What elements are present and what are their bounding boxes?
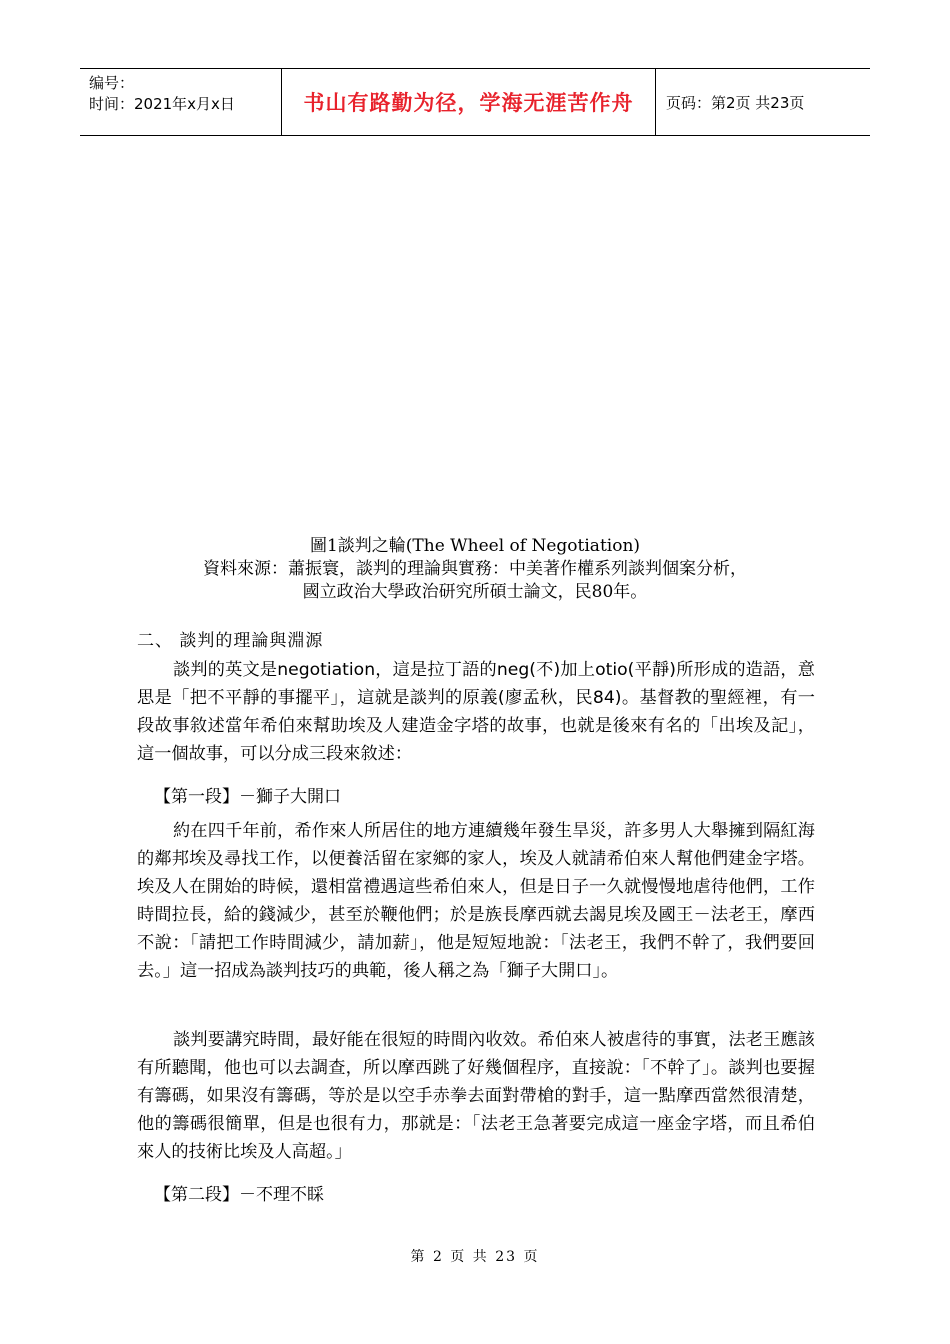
header-motto-cell xyxy=(282,69,656,135)
paragraph-analysis: 談判要講究時間，最好能在很短的時間內收效。希伯來人被虐待的事實，法老王應該有所聽聞，他也可以去調查，所以摩西跳了好幾個程序，直接說：「不幹了」。談判也要握有籌碼，如果沒有籌碼，等於是以空手赤拳去面對帶槍的對手，這一點摩西當然很清楚，他的籌碼很簡單，但是也很有力，那就是：「法老王急著要完成這一座金字塔，而且希伯來人的技術比埃及人高超。」 xyxy=(137,1030,815,1162)
paragraph-intro: 談判的英文是negotiation，這是拉丁語的neg(不)加上otio(平靜)所形成的造語，意思是「把不平靜的事擺平」，這就是談判的原義(廖孟秋，民84)。基督教的聖經裡，有一段故事敘述當年希伯來幫助埃及人建造金字塔的故事，也就是後來有名的「出埃及記」，這一個故事，可以分成三段來敘述： xyxy=(137,660,815,764)
number-label: 编号： xyxy=(89,74,135,92)
figure-source-line2: 國立政治大學政治研究所碩士論文，民80年。 xyxy=(302,582,648,602)
page-label: 页码：第2页 共23页 xyxy=(666,93,805,112)
page-footer: 第 2 页 共 23 页 xyxy=(410,1249,540,1265)
time-label: 时间：2021年x月x日 xyxy=(89,95,235,113)
subhead-part-one: 【第一段】－獅子大開口 xyxy=(154,787,341,807)
motto-text: 书山有路勤为径，学海无涯苦作舟 xyxy=(303,91,634,115)
figure-caption: 圖1談判之輪(The Wheel of Negotiation) xyxy=(309,536,641,556)
subhead-part-two: 【第二段】－不理不睬 xyxy=(154,1185,324,1205)
page-header xyxy=(80,68,870,136)
paragraph-story: 約在四千年前，希作來人所居住的地方連續幾年發生旱災，許多男人大舉擁到隔紅海的鄰邦埃及尋找工作，以便養活留在家鄉的家人，埃及人就請希伯來人幫他們建金字塔。埃及人在開始的時候，還相當禮遇這些希伯來人，但是日子一久就慢慢地虐待他們，工作時間拉長，給的錢減少，甚至於鞭他們；於是族長摩西就去謁見埃及國王－法老王，摩西不說：「請把工作時間減少，請加薪」，他是短短地說：「法老王，我們不幹了，我們要回去。」這一招成為談判技巧的典範，後人稱之為「獅子大開口」。 xyxy=(137,821,815,981)
section-title: 二、 談判的理論與淵源 xyxy=(137,631,324,651)
header-info-cell xyxy=(80,69,282,135)
header-page-cell xyxy=(656,69,870,135)
figure-source-line1: 資料來源：蕭振寰，談判的理論與實務：中美著作權系列談判個案分析， xyxy=(203,559,747,579)
